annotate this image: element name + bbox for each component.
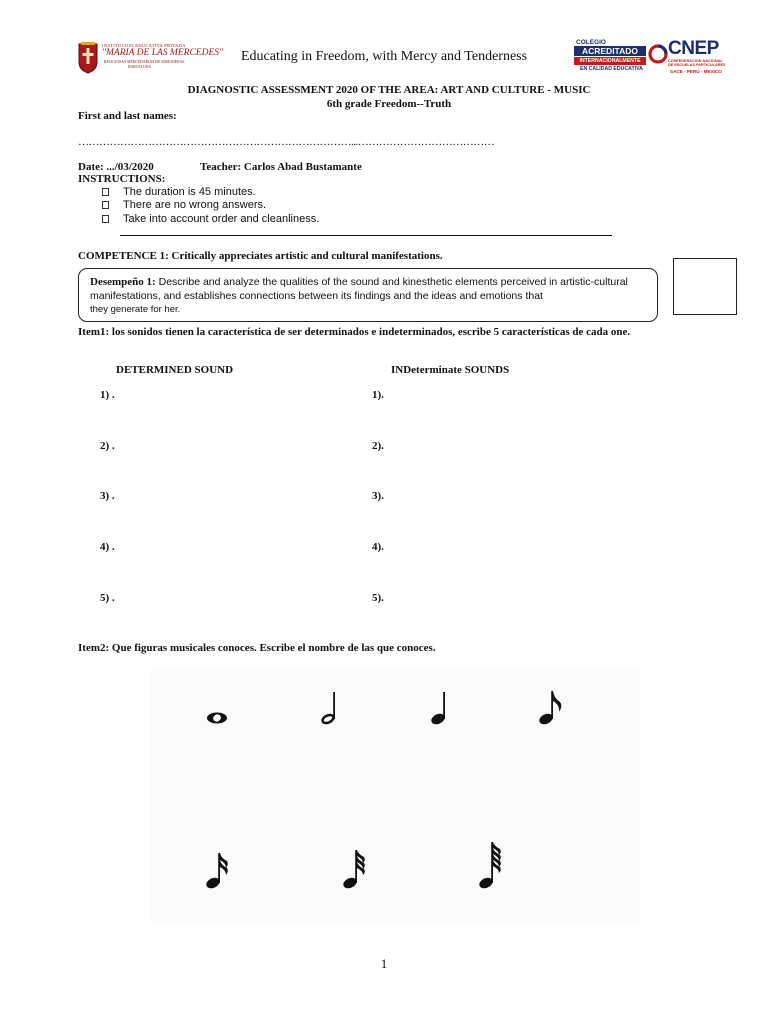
document-subtitle: 6th grade Freedom--Truth xyxy=(326,98,452,110)
determined-answer-number: 1) . xyxy=(100,389,115,401)
names-fill-line[interactable]: ……………………………………………………………………...………………………………… xyxy=(78,136,495,148)
score-box[interactable] xyxy=(673,258,737,315)
page-number: 1 xyxy=(380,956,388,971)
date-label: Date: .../03/2020 xyxy=(78,161,154,173)
indeterminate-answer-number: 2). xyxy=(372,440,384,452)
checkbox-icon xyxy=(102,215,109,223)
indeterminate-sound-header: INDeterminate SOUNDS xyxy=(391,364,510,376)
names-label: First and last names: xyxy=(78,110,177,122)
sixteenth-note-icon xyxy=(205,850,231,890)
cnep-brand-subtitle: CONFEDERACION NACIONAL DE ESCUELAS PARTICULARES xyxy=(668,59,726,68)
indeterminate-answer-number: 4). xyxy=(372,541,384,553)
thirty-second-note-icon xyxy=(342,848,368,890)
sixty-fourth-note-icon xyxy=(478,840,504,890)
competence-heading: COMPETENCE 1: Critically appreciates artistic and cultural manifestations. xyxy=(78,250,443,262)
school-logo xyxy=(78,42,223,76)
cnep-ring-icon xyxy=(648,44,668,64)
determined-answer-number: 2) . xyxy=(100,440,115,452)
instruction-text: The duration is 45 minutes. xyxy=(123,186,256,198)
eighth-note-icon xyxy=(538,688,564,726)
document-title: DIAGNOSTIC ASSESSMENT 2020 OF THE AREA: ART AND CULTURE - MUSIC xyxy=(187,84,591,96)
quarter-note-icon xyxy=(430,690,452,726)
indeterminate-answer-number: 5). xyxy=(372,592,384,604)
determined-answer-number: 3) . xyxy=(100,490,115,502)
cnep-accreditation-logo xyxy=(574,38,726,76)
whole-note-icon xyxy=(205,710,229,726)
determined-sound-header: DETERMINED SOUND xyxy=(116,364,234,376)
school-crest-icon xyxy=(78,42,98,74)
half-note-icon xyxy=(320,690,342,726)
school-motto: Educating in Freedom, with Mercy and Tenderness xyxy=(241,49,528,64)
school-logo-line1: INSTITUCION EDUCATIVA PRIVADA xyxy=(102,43,186,48)
instruction-text: There are no wrong answers. xyxy=(123,199,267,211)
cnep-brand: CNEP xyxy=(668,38,719,59)
determined-answer-number: 5) . xyxy=(100,592,115,604)
indeterminate-answer-number: 1). xyxy=(372,389,384,401)
performance-text xyxy=(90,276,650,317)
checkbox-icon xyxy=(102,188,109,196)
performance-label: Desempeño 1: xyxy=(90,276,156,288)
school-logo-name: "MARIA DE LAS MERCEDES" xyxy=(102,48,223,58)
performance-description: Describe and analyze the qualities of the sound and kinesthetic elements perceived in artistic-cultural manifestations, and establishes connections between its findings and the ideas and emotions that xyxy=(90,276,628,302)
cnep-acreditado-banner: ACREDITADO xyxy=(574,46,646,56)
cnep-calidad-text: EN CALIDAD EDUCATIVA xyxy=(580,66,643,72)
divider xyxy=(120,235,612,236)
performance-description-end: they generate for her. xyxy=(90,304,181,315)
item1-question: Item1: los sonidos tienen la característica de ser determinados e indeterminados, escribe 5 características de cada one. xyxy=(78,326,631,338)
determined-answer-number: 4) . xyxy=(100,541,115,553)
indeterminate-answer-number: 3). xyxy=(372,490,384,502)
instruction-text: Take into account order and cleanliness. xyxy=(123,213,320,225)
teacher-label: Teacher: Carlos Abad Bustamante xyxy=(200,161,362,173)
music-notes-image xyxy=(150,668,640,924)
cnep-country: SACE - PERÚ - MEXICO xyxy=(670,69,722,74)
checkbox-icon xyxy=(102,201,109,209)
cnep-colegio-text: COLEGIO xyxy=(576,39,606,46)
cnep-internacional-banner: INTERNACIONALMENTE xyxy=(574,57,646,65)
school-logo-line4: BARCELONA xyxy=(128,65,152,69)
item2-question: Item2: Que figuras musicales conoces. Escribe el nombre de las que conoces. xyxy=(78,642,436,654)
school-logo-line3: RELIGIOSAS MERCEDARIAS DE MISIONERAS xyxy=(104,60,185,64)
instructions-label: INSTRUCTIONS: xyxy=(78,173,166,185)
